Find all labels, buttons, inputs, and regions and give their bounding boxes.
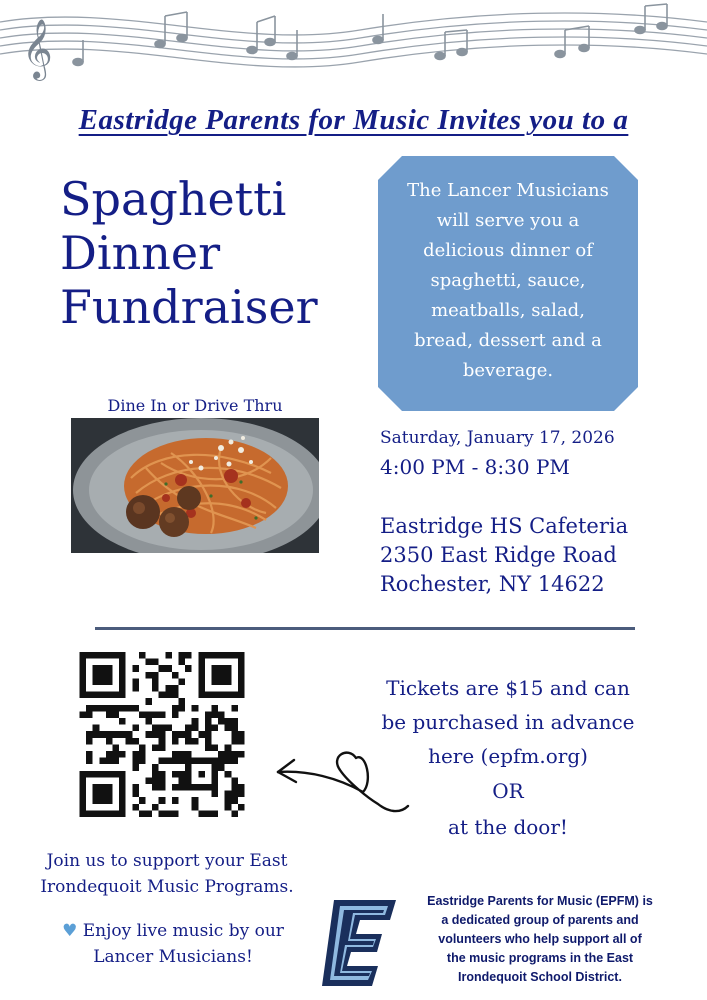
ticket-line: OR xyxy=(492,779,524,803)
live-music-line: Lancer Musicians! xyxy=(93,947,253,967)
venue-city: Rochester, NY 14622 xyxy=(380,572,605,596)
menu-line: bread, dessert and a xyxy=(414,330,602,351)
ticket-line: Tickets are $15 and can xyxy=(386,676,630,700)
menu-line: The Lancer Musicians xyxy=(407,180,609,201)
music-staff-icon xyxy=(0,0,707,92)
org-line: a dedicated group of parents and xyxy=(441,913,639,927)
menu-line: beverage. xyxy=(462,360,554,381)
ticket-qr-code[interactable] xyxy=(78,652,246,817)
org-line: Irondequoit School District. xyxy=(458,970,622,984)
event-title xyxy=(60,172,360,334)
live-music-line: Enjoy live music by our xyxy=(82,921,284,941)
menu-line: delicious dinner of xyxy=(423,240,593,261)
menu-line: meatballs, salad, xyxy=(431,300,585,321)
event-date: Saturday, January 17, 2026 xyxy=(380,428,615,448)
svg-text:𝄞: 𝄞 xyxy=(22,19,53,79)
org-line: volunteers who help support all of xyxy=(438,932,642,946)
dine-option-label: Dine In or Drive Thru xyxy=(107,396,283,415)
live-music-note xyxy=(38,918,308,970)
org-line: Eastridge Parents for Music (EPFM) is xyxy=(427,894,653,908)
support-message xyxy=(22,848,312,900)
menu-line: spaghetti, sauce, xyxy=(430,270,586,291)
invitation-headline: Eastridge Parents for Music Invites you to a xyxy=(78,104,629,136)
blue-heart-icon: ♥ xyxy=(62,921,78,941)
support-line: Irondequoit Music Programs. xyxy=(40,877,294,897)
support-line: Join us to support your East xyxy=(46,851,288,871)
spaghetti-photo xyxy=(71,418,319,553)
event-time: 4:00 PM - 8:30 PM xyxy=(380,455,570,479)
menu-line: will serve you a xyxy=(436,210,580,231)
venue-street: 2350 East Ridge Road xyxy=(380,543,617,567)
ticket-link-line[interactable]: here (epfm.org) xyxy=(428,744,588,768)
event-title-line: Dinner xyxy=(60,226,221,280)
org-line: the music programs in the East xyxy=(446,951,634,965)
venue-name: Eastridge HS Cafeteria xyxy=(380,514,629,538)
section-divider xyxy=(95,627,635,630)
organization-description xyxy=(404,892,676,987)
event-title-line: Fundraiser xyxy=(60,280,318,334)
ticket-line: at the door! xyxy=(448,815,568,839)
menu-description xyxy=(392,176,624,386)
event-title-line: Spaghetti xyxy=(60,172,287,226)
ticket-line: be purchased in advance xyxy=(381,710,635,734)
letter-e-logo xyxy=(320,896,398,988)
